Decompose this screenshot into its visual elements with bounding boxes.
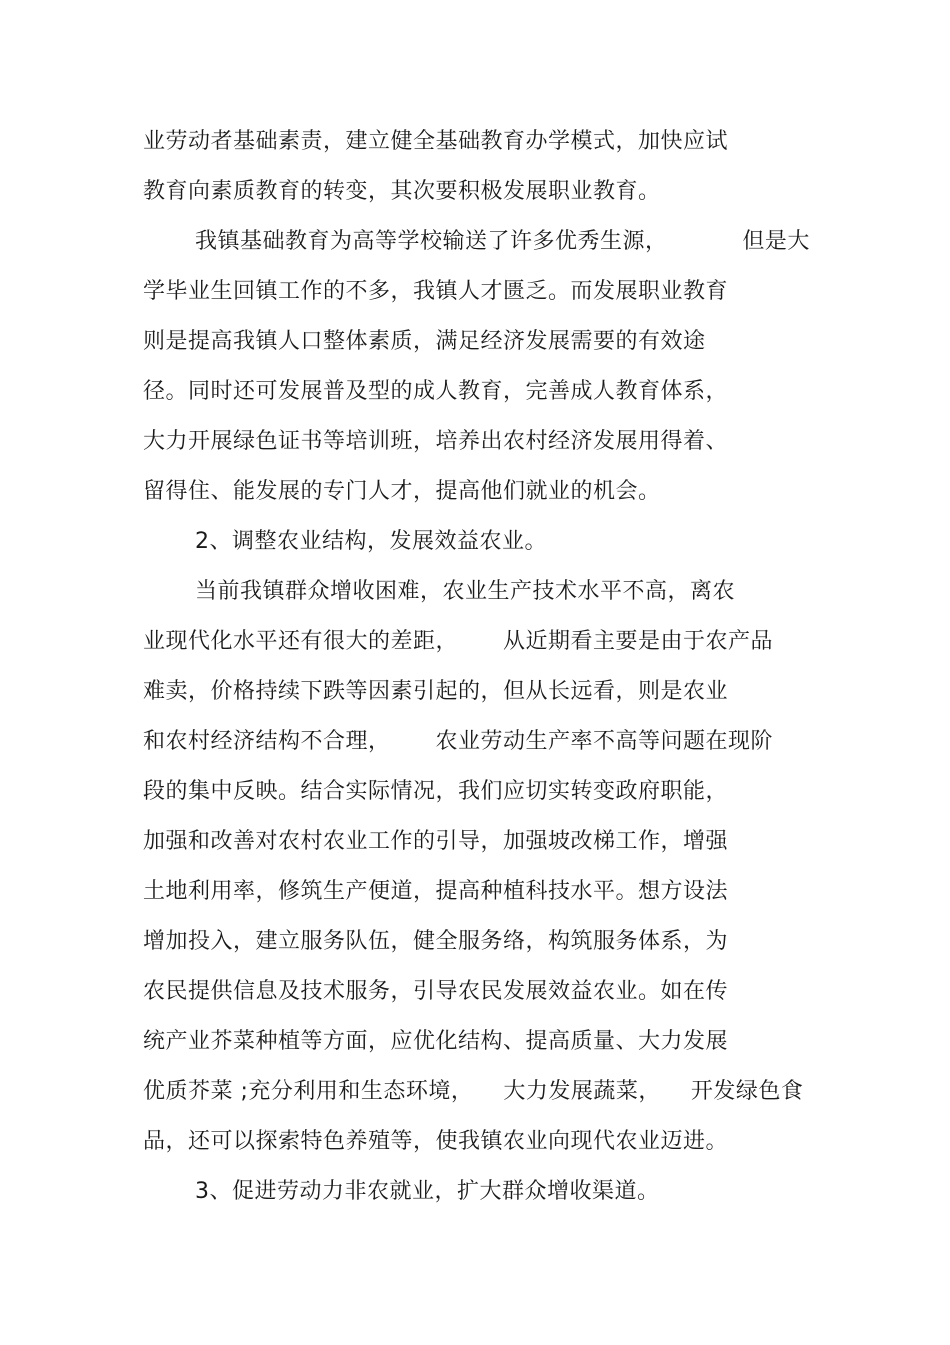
text-line: 增加投入，建立服务队伍，健全服务络，构筑服务体系，为	[143, 929, 729, 954]
text-line: 业劳动者基础素责，建立健全基础教育办学模式，加快应试	[143, 129, 729, 154]
text-line: 优质芥菜 ;充分利用和生态环境， 大力发展蔬菜， 开发绿色食	[143, 1079, 804, 1104]
text-line: 加强和改善对农村农业工作的引导，加强坡改梯工作，增强	[143, 829, 729, 854]
text-line: 教育向素质教育的转变，其次要积极发展职业教育。	[143, 179, 661, 204]
text-line: 难卖，价格持续下跌等因素引起的，但从长远看，则是农业	[143, 679, 729, 704]
text-line: 农民提供信息及技术服务，引导农民发展效益农业。如在传	[143, 979, 729, 1004]
text-line: 留得住、能发展的专门人才，提高他们就业的机会。	[143, 479, 661, 504]
text-line: 径。同时还可发展普及型的成人教育，完善成人教育体系，	[143, 379, 729, 404]
text-line: 品，还可以探索特色养殖等，使我镇农业向现代农业迈进。	[143, 1129, 729, 1154]
text-line: 段的集中反映。结合实际情况，我们应切实转变政府职能，	[143, 779, 729, 804]
text-line: 统产业芥菜种植等方面，应优化结构、提高质量、大力发展	[143, 1029, 729, 1054]
text-line: 学毕业生回镇工作的不多，我镇人才匮乏。而发展职业教育	[143, 279, 729, 304]
section-heading: 2、调整农业结构，发展效益农业。	[195, 529, 547, 554]
section-heading: 3、促进劳动力非农就业，扩大群众增收渠道。	[195, 1179, 660, 1204]
text-line: 业现代化水平还有很大的差距， 从近期看主要是由于农产品	[143, 629, 773, 654]
text-line: 当前我镇群众增收困难，农业生产技术水平不高，离农	[195, 579, 736, 604]
text-line: 大力开展绿色证书等培训班，培养出农村经济发展用得着、	[143, 429, 729, 454]
text-line: 和农村经济结构不合理， 农业劳动生产率不高等问题在现阶	[143, 729, 773, 754]
text-line: 则是提高我镇人口整体素质，满足经济发展需要的有效途	[143, 329, 706, 354]
text-line: 我镇基础教育为高等学校输送了许多优秀生源， 但是大	[195, 229, 810, 254]
text-line: 土地利用率，修筑生产便道，提高种植科技水平。想方设法	[143, 879, 729, 904]
